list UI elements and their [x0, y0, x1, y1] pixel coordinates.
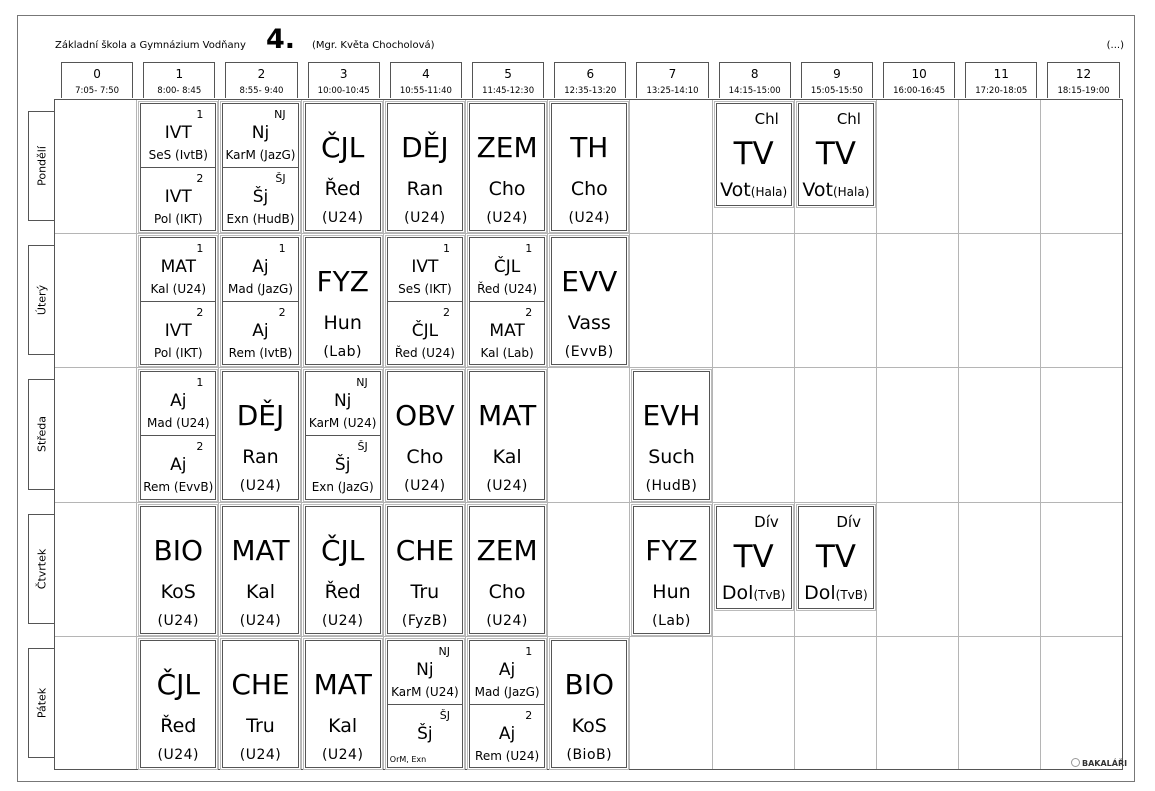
lesson-teacher: Ran — [242, 446, 279, 469]
lesson-subject: Šj — [334, 455, 351, 476]
lesson-card[interactable] — [140, 506, 216, 634]
lesson-subject: Aj — [170, 391, 187, 412]
lesson-group-part[interactable] — [388, 301, 462, 364]
day-name: Pátek — [35, 687, 48, 719]
lesson-group: 2 — [196, 440, 204, 454]
period-time: 8:00- 8:45 — [157, 86, 202, 96]
lesson-teacher: Řed — [324, 580, 361, 603]
lesson-subject: Nj — [416, 659, 434, 680]
lesson-card[interactable] — [469, 640, 545, 768]
period-header-8[interactable] — [719, 62, 791, 98]
period-header-10[interactable] — [883, 62, 955, 98]
lesson-teacher-room — [717, 582, 791, 604]
lesson-subject: Aj — [498, 723, 516, 744]
lesson-card[interactable] — [469, 371, 545, 499]
lesson-subject: ČJL — [320, 533, 365, 567]
lesson-group: 2 — [442, 306, 450, 320]
lesson-group: Dív — [836, 512, 861, 531]
timetable-grid — [54, 99, 1123, 770]
period-time: 14:15-15:00 — [728, 86, 781, 96]
lesson-subject: BIO — [564, 667, 615, 701]
bakalari-logo: BAKALÁŘI — [1071, 758, 1127, 768]
lesson-card[interactable] — [222, 640, 298, 768]
lesson-teacher: Cho — [406, 446, 444, 469]
lesson-teacher: KoS — [160, 580, 196, 603]
day-label-4[interactable] — [28, 648, 54, 758]
lesson-card[interactable] — [305, 237, 381, 365]
lesson-subject: CHE — [395, 533, 455, 567]
lesson-card[interactable] — [798, 103, 874, 206]
lesson-room: (U24) — [321, 210, 364, 226]
lesson-card[interactable] — [633, 506, 709, 634]
lesson-room: (EvvB) — [564, 344, 614, 361]
grid-col-line — [958, 100, 959, 769]
lesson-subject: FYZ — [316, 265, 369, 299]
lesson-teacher: Cho — [570, 178, 608, 200]
lesson-teacher-room — [717, 179, 791, 201]
lesson-teacher-room: SeS (IKT) — [398, 282, 452, 297]
lesson-room: (Hala) — [750, 185, 788, 199]
grid-col-line — [629, 100, 630, 769]
lesson-subject: MAT — [489, 321, 525, 342]
lesson-group-part[interactable] — [141, 167, 215, 230]
lesson-group-part[interactable] — [306, 435, 380, 498]
period-header-6[interactable] — [554, 62, 626, 98]
lesson-teacher: Vass — [567, 312, 611, 335]
lesson-card[interactable] — [387, 506, 463, 634]
lesson-subject: IVT — [164, 187, 192, 208]
lesson-room: (U24) — [404, 478, 446, 495]
lesson-teacher: Řed — [324, 178, 361, 200]
lesson-subject: TH — [570, 131, 609, 164]
lesson-teacher: Kal — [328, 714, 358, 737]
grid-row-line — [55, 636, 1122, 637]
lesson-card[interactable] — [222, 371, 298, 499]
lesson-teacher: Cho — [488, 178, 526, 200]
period-number: 10 — [911, 67, 927, 81]
lesson-group-part[interactable] — [223, 167, 297, 230]
lesson-subject: CHE — [231, 667, 290, 701]
lesson-group: 2 — [196, 306, 204, 320]
lesson-group-part[interactable] — [388, 704, 462, 767]
lesson-room: (Lab) — [323, 344, 363, 361]
class-teacher: (Mgr. Květa Chocholová) — [312, 40, 435, 51]
lesson-teacher-room: Mad (U24) — [147, 416, 210, 431]
period-header-1[interactable] — [143, 62, 215, 98]
school-name: Základní škola a Gymnázium Vodňany — [55, 40, 246, 51]
lesson-group: NJ — [274, 108, 286, 121]
lesson-card[interactable] — [305, 640, 381, 768]
period-header-9[interactable] — [801, 62, 873, 98]
grid-col-line — [712, 100, 713, 769]
lesson-group: NJ — [438, 644, 450, 658]
lesson-card[interactable] — [387, 237, 463, 365]
day-name: Čtvrtek — [35, 548, 48, 589]
lesson-teacher: Kal — [245, 580, 276, 603]
lesson-group-part[interactable] — [223, 301, 297, 364]
lesson-subject: ČJL — [493, 257, 521, 278]
period-header-7[interactable] — [636, 62, 708, 98]
lesson-group: Chl — [836, 110, 861, 128]
lesson-group: 1 — [196, 108, 204, 121]
lesson-card[interactable] — [305, 103, 381, 231]
lesson-subject: Šj — [252, 187, 269, 208]
lesson-card[interactable] — [305, 371, 381, 499]
lesson-room: (BioB) — [566, 746, 613, 763]
lesson-card[interactable] — [387, 640, 463, 768]
period-header-11[interactable] — [965, 62, 1037, 98]
period-time: 17:20-18:05 — [975, 86, 1028, 96]
lesson-teacher: Cho — [488, 580, 526, 603]
class-name: 4. — [266, 24, 296, 55]
period-time: 15:05-15:50 — [810, 86, 863, 96]
lesson-teacher: Tru — [246, 714, 275, 737]
logo-icon — [1071, 758, 1080, 767]
lesson-subject: ZEM — [476, 533, 538, 567]
lesson-group: 2 — [525, 306, 533, 320]
lesson-card[interactable] — [222, 506, 298, 634]
lesson-group: 2 — [196, 172, 204, 186]
lesson-teacher-room: Exn (HudB) — [226, 212, 295, 227]
period-number: 12 — [1075, 67, 1092, 81]
period-header-3[interactable] — [308, 62, 380, 98]
lesson-card[interactable] — [469, 506, 545, 634]
lesson-group-part[interactable] — [388, 641, 462, 704]
period-number: 5 — [504, 67, 512, 81]
grid-row-line — [55, 367, 1122, 368]
lesson-room: (U24) — [239, 746, 282, 763]
lesson-card[interactable] — [716, 103, 792, 206]
lesson-subject: IVT — [411, 257, 439, 278]
lesson-teacher-room: KarM (U24) — [391, 684, 459, 699]
period-time: 12:35-13:20 — [564, 86, 617, 96]
period-number: 0 — [93, 67, 101, 81]
lesson-room: (U24) — [486, 612, 528, 629]
day-label-1[interactable] — [28, 245, 54, 355]
lesson-teacher-room: Rem (U24) — [475, 748, 540, 763]
lesson-card[interactable] — [551, 640, 627, 768]
lesson-teacher-room: Řed (U24) — [394, 346, 455, 361]
period-header-0[interactable] — [61, 62, 133, 98]
lesson-group-part[interactable] — [223, 104, 297, 167]
grid-row-line — [55, 502, 1122, 503]
lesson-group: 2 — [525, 708, 533, 722]
lesson-subject: MAT — [477, 399, 537, 433]
lesson-room: (U24) — [321, 612, 364, 629]
lesson-teacher-room: OrM, Exn — [389, 754, 427, 764]
lesson-subject: EVH — [642, 399, 701, 433]
lesson-subject: Aj — [170, 455, 187, 476]
grid-col-line — [1040, 100, 1041, 769]
lesson-card[interactable] — [798, 506, 874, 609]
lesson-room: (U24) — [239, 612, 282, 629]
lesson-teacher-room: Pol (IKT) — [154, 212, 203, 227]
period-header-2[interactable] — [225, 62, 297, 98]
lesson-teacher: KoS — [571, 714, 607, 737]
lesson-subject: TV — [733, 136, 774, 172]
period-time: 10:55-11:40 — [399, 86, 452, 96]
lesson-group-part[interactable] — [223, 238, 297, 301]
lesson-subject: DĚJ — [401, 131, 449, 164]
lesson-room: (U24) — [568, 210, 611, 226]
lesson-subject: ZEM — [476, 131, 538, 164]
grid-col-line — [218, 100, 219, 769]
lesson-group-part[interactable] — [141, 301, 215, 364]
day-label-0[interactable] — [28, 111, 54, 221]
grid-col-line — [547, 100, 548, 769]
period-number: 11 — [993, 67, 1009, 81]
lesson-subject: ČJL — [411, 321, 439, 342]
lesson-group: 1 — [525, 644, 533, 658]
lesson-group: Dív — [754, 512, 779, 531]
lesson-group-part[interactable] — [141, 435, 215, 498]
period-time: 8:55- 9:40 — [239, 86, 284, 96]
period-time: 18:15-19:00 — [1057, 86, 1110, 96]
lesson-card[interactable] — [222, 103, 298, 231]
lesson-group-part[interactable] — [470, 704, 544, 767]
lesson-group-part[interactable] — [141, 104, 215, 167]
lesson-subject: TV — [815, 538, 856, 575]
day-label-2[interactable] — [28, 379, 54, 489]
lesson-subject: OBV — [395, 399, 455, 433]
lesson-group: 1 — [196, 242, 204, 256]
lesson-group: ŠJ — [439, 708, 450, 722]
lesson-group-part[interactable] — [470, 641, 544, 704]
lesson-group-part[interactable] — [470, 301, 544, 364]
lesson-room: (U24) — [157, 612, 200, 629]
lesson-card[interactable] — [140, 103, 216, 231]
lesson-group: 1 — [525, 242, 533, 256]
grid-col-line — [794, 100, 795, 769]
day-name: Pondělí — [35, 146, 48, 186]
lesson-card[interactable] — [387, 103, 463, 231]
lesson-card[interactable] — [222, 237, 298, 365]
lesson-room: (HudB) — [645, 478, 698, 495]
lesson-teacher-room: SeS (IvtB) — [148, 148, 208, 162]
lesson-room: (U24) — [404, 210, 446, 226]
period-number: 4 — [422, 67, 430, 81]
period-number: 1 — [175, 67, 184, 81]
lesson-subject: TV — [733, 538, 774, 575]
lesson-card[interactable] — [140, 640, 216, 768]
lesson-group-part[interactable] — [141, 238, 215, 301]
lesson-subject: ČJL — [156, 667, 200, 701]
period-number: 3 — [339, 67, 348, 81]
grid-row-line — [55, 233, 1122, 234]
grid-col-line — [301, 100, 302, 769]
lesson-teacher-room: Rem (EvvB) — [143, 480, 214, 495]
lesson-teacher-room: Kal (U24) — [150, 282, 207, 297]
lesson-card[interactable] — [716, 506, 792, 609]
grid-col-line — [465, 100, 466, 769]
lesson-teacher-room: Řed (U24) — [477, 282, 538, 297]
lesson-card[interactable] — [551, 103, 627, 231]
lesson-subject: ČJL — [320, 131, 365, 164]
lesson-subject: Nj — [251, 123, 270, 143]
lesson-teacher-room: Mad (JazG) — [474, 684, 540, 699]
lesson-subject: Aj — [252, 321, 269, 342]
lesson-group: ŠJ — [275, 172, 286, 186]
day-name: Středa — [35, 416, 48, 453]
lesson-subject: MAT — [231, 533, 290, 567]
lesson-group: 1 — [442, 242, 450, 256]
lesson-teacher-room: Pol (IKT) — [154, 346, 203, 361]
lesson-subject: Nj — [333, 391, 352, 412]
grid-col-line — [383, 100, 384, 769]
lesson-teacher: Vot — [802, 179, 833, 201]
lesson-group: 1 — [196, 376, 204, 390]
period-header-12[interactable] — [1047, 62, 1119, 98]
period-time: 7:05- 7:50 — [75, 86, 120, 96]
lesson-card[interactable] — [387, 371, 463, 499]
period-number: 9 — [833, 67, 841, 81]
lesson-teacher: Tru — [410, 580, 440, 603]
lesson-subject: MAT — [160, 257, 196, 278]
lesson-room: (U24) — [239, 478, 282, 495]
period-number: 8 — [750, 67, 759, 81]
more-link[interactable]: (...) — [1106, 40, 1124, 51]
lesson-room: (Hala) — [832, 185, 870, 199]
lesson-group-part[interactable] — [388, 238, 462, 301]
period-number: 7 — [668, 67, 677, 81]
lesson-room: (FyzB) — [401, 612, 448, 629]
lesson-teacher: Kal — [492, 446, 522, 469]
day-label-3[interactable] — [28, 514, 54, 624]
lesson-card[interactable] — [305, 506, 381, 634]
lesson-subject: IVT — [164, 321, 192, 342]
lesson-teacher-room — [799, 179, 873, 201]
lesson-subject: IVT — [164, 123, 192, 143]
lesson-room: (TvB) — [753, 587, 786, 602]
period-number: 2 — [257, 67, 266, 81]
lesson-room: (U24) — [157, 746, 200, 763]
lesson-teacher: Dol — [804, 581, 836, 604]
lesson-teacher: Dol — [721, 581, 754, 604]
lesson-group-part[interactable] — [141, 372, 215, 435]
lesson-room: (U24) — [486, 478, 528, 495]
lesson-room: (Lab) — [652, 612, 691, 629]
lesson-teacher-room: Rem (IvtB) — [228, 346, 293, 361]
lesson-card[interactable] — [633, 371, 709, 499]
lesson-subject: DĚJ — [236, 399, 285, 433]
lesson-teacher: Hun — [323, 312, 362, 335]
lesson-teacher-room: KarM (JazG) — [225, 148, 296, 162]
lesson-group: 1 — [278, 242, 286, 256]
period-header-5[interactable] — [472, 62, 544, 98]
lesson-teacher: Hun — [652, 580, 691, 603]
lesson-subject: EVV — [561, 265, 618, 299]
lesson-card[interactable] — [469, 103, 545, 231]
lesson-group: ŠJ — [357, 440, 368, 454]
lesson-room: (U24) — [321, 746, 364, 763]
period-number: 6 — [586, 67, 595, 81]
lesson-teacher-room: Exn (JazG) — [311, 480, 374, 495]
lesson-teacher: Vot — [720, 179, 751, 201]
lesson-teacher-room: Mad (JazG) — [227, 282, 293, 297]
lesson-room: (U24) — [486, 210, 528, 226]
lesson-teacher-room: Kal (Lab) — [480, 346, 534, 361]
lesson-subject: Aj — [252, 257, 269, 278]
period-header-4[interactable] — [390, 62, 462, 98]
lesson-group-part[interactable] — [470, 238, 544, 301]
lesson-subject: TV — [815, 136, 856, 172]
lesson-group: 2 — [278, 306, 286, 320]
period-time: 10:00-10:45 — [317, 86, 370, 96]
day-name: Úterý — [35, 285, 48, 316]
lesson-card[interactable] — [140, 237, 216, 365]
lesson-teacher-room — [799, 582, 873, 604]
lesson-card[interactable] — [551, 237, 627, 365]
lesson-card[interactable] — [469, 237, 545, 365]
lesson-group-part[interactable] — [306, 372, 380, 435]
lesson-teacher: Such — [648, 446, 695, 469]
lesson-group: NJ — [356, 376, 368, 390]
lesson-teacher-room: KarM (U24) — [308, 416, 377, 431]
grid-col-line — [136, 100, 137, 769]
grid-col-line — [876, 100, 877, 769]
period-time: 11:45-12:30 — [482, 86, 535, 96]
lesson-subject: MAT — [313, 667, 372, 701]
lesson-group: Chl — [754, 110, 779, 128]
lesson-teacher: Ran — [406, 178, 444, 200]
lesson-teacher: Řed — [160, 714, 197, 737]
lesson-room: (TvB) — [835, 587, 868, 602]
period-time: 16:00-16:45 — [893, 86, 946, 96]
lesson-card[interactable] — [140, 371, 216, 499]
lesson-subject: Šj — [417, 723, 433, 744]
period-time: 13:25-14:10 — [646, 86, 699, 96]
lesson-subject: BIO — [153, 533, 204, 567]
lesson-subject: Aj — [498, 659, 516, 680]
lesson-subject: FYZ — [645, 533, 698, 567]
